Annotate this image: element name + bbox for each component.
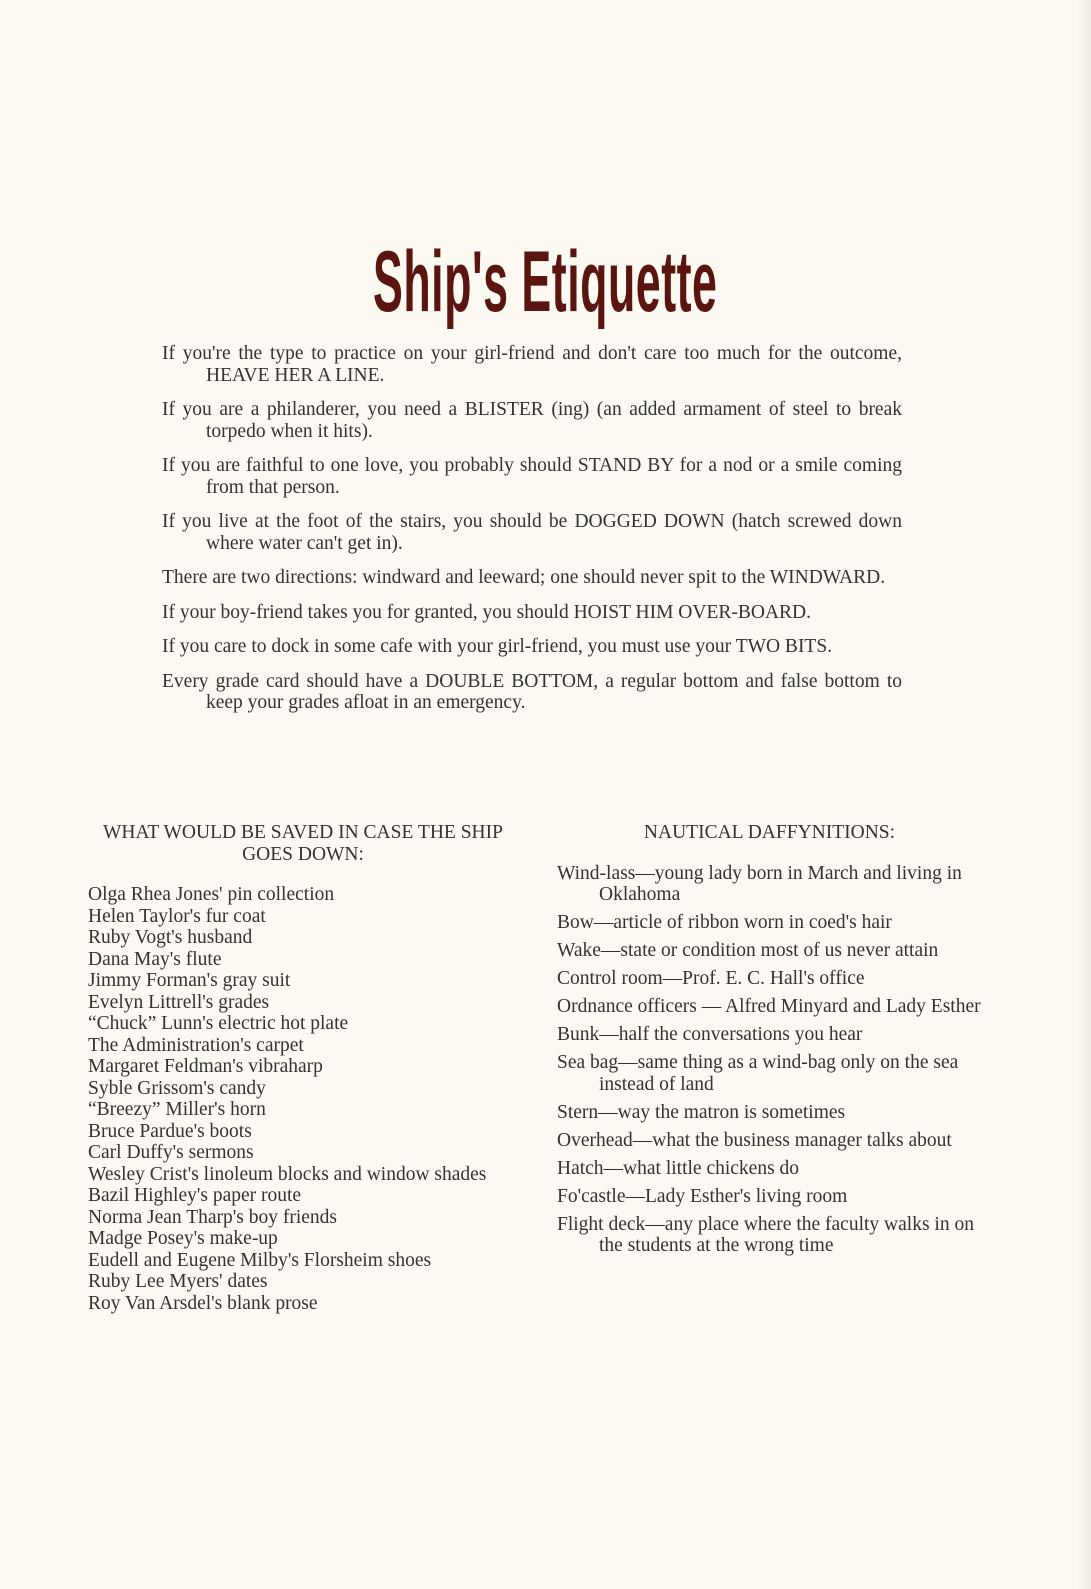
- daffynitions-heading: NAUTICAL DAFFYNITIONS:: [643, 822, 896, 843]
- daffynitions-column: [557, 822, 982, 1263]
- intro-paragraph: If your boy-friend takes you for granted, you should HOIST HIM OVER-BOARD.: [162, 601, 812, 623]
- definition-item: Overhead—what the business manager talks about: [557, 1129, 952, 1151]
- definition-item: Flight deck—any place where the faculty walks in on the students at the wrong time: [557, 1213, 974, 1256]
- intro-paragraph: If you are faithful to one love, you probably should STAND BY for a nod or a smile coming from that person.: [162, 455, 902, 498]
- definition-item: Bow—article of ribbon worn in coed's hair: [557, 912, 892, 933]
- intro-paragraph: If you're the type to practice on your girl-friend and don't care too much for the outcome, HEAVE HER A LINE.: [162, 343, 902, 386]
- saved-items-list: [88, 884, 518, 1314]
- saved-items-heading: WHAT WOULD BE SAVED IN CASE THE SHIP GOES DOWN:: [103, 822, 503, 865]
- list-item: Ruby Lee Myers' dates: [88, 1271, 268, 1292]
- intro-paragraph: If you are a philanderer, you need a BLISTER (ing) (an added armament of steel to break torpedo when it hits).: [162, 399, 902, 442]
- daffynitions-list: [557, 863, 982, 1257]
- list-item: Bazil Highley's paper route: [88, 1185, 302, 1206]
- list-item: Evelyn Littrell's grades: [88, 991, 270, 1013]
- definition-item: Fo'castle—Lady Esther's living room: [557, 1185, 848, 1207]
- intro-paragraph: If you care to dock in some cafe with your girl-friend, you must use your TWO BITS.: [162, 636, 833, 657]
- definition-item: Wind-lass—young lady born in March and living in Oklahoma: [557, 862, 962, 905]
- definition-item: Stern—way the matron is sometimes: [557, 1101, 846, 1123]
- definition-item: Ordnance officers — Alfred Minyard and Lady Esther: [557, 996, 981, 1017]
- definition-item: Hatch—what little chickens do: [557, 1157, 800, 1179]
- definition-item: Sea bag—same thing as a wind-bag only on the sea instead of land: [557, 1052, 959, 1095]
- list-item: Norma Jean Tharp's boy friends: [88, 1206, 338, 1228]
- list-item: “Breezy” Miller's horn: [88, 1099, 266, 1120]
- list-item: Wesley Crist's linoleum blocks and window shades: [88, 1163, 487, 1185]
- list-item: Roy Van Arsdel's blank prose: [88, 1292, 318, 1314]
- list-item: Margaret Feldman's vibraharp: [88, 1056, 323, 1077]
- list-item: “Chuck” Lunn's electric hot plate: [88, 1013, 349, 1034]
- intro-paragraph: If you live at the foot of the stairs, you should be DOGGED DOWN (hatch screwed down where water can't get in).: [162, 511, 902, 554]
- list-item: Jimmy Forman's gray suit: [88, 970, 291, 991]
- list-item: Olga Rhea Jones' pin collection: [88, 884, 335, 905]
- list-item: Bruce Pardue's boots: [88, 1120, 252, 1142]
- list-item: Dana May's flute: [88, 948, 222, 970]
- list-item: Carl Duffy's sermons: [88, 1142, 254, 1163]
- intro-paragraphs: [162, 343, 902, 727]
- list-item: Eudell and Eugene Milby's Florsheim shoes: [88, 1249, 432, 1271]
- saved-items-column: [88, 822, 518, 1314]
- definition-item: Control room—Prof. E. C. Hall's office: [557, 968, 865, 989]
- definition-item: Wake—state or condition most of us never attain: [557, 940, 939, 961]
- page-title: Ship's Etiquette: [373, 234, 718, 330]
- intro-paragraph: There are two directions: windward and leeward; one should never spit to the WINDWARD.: [162, 567, 886, 588]
- list-item: Helen Taylor's fur coat: [88, 905, 266, 927]
- list-item: The Administration's carpet: [88, 1034, 304, 1056]
- list-item: Ruby Vogt's husband: [88, 927, 253, 948]
- list-item: Syble Grissom's candy: [88, 1077, 266, 1099]
- definition-item: Bunk—half the conversations you hear: [557, 1024, 863, 1045]
- intro-paragraph: Every grade card should have a DOUBLE BOTTOM, a regular bottom and false bottom to keep your grades afloat in an emergency.: [162, 670, 902, 713]
- list-item: Madge Posey's make-up: [88, 1228, 278, 1249]
